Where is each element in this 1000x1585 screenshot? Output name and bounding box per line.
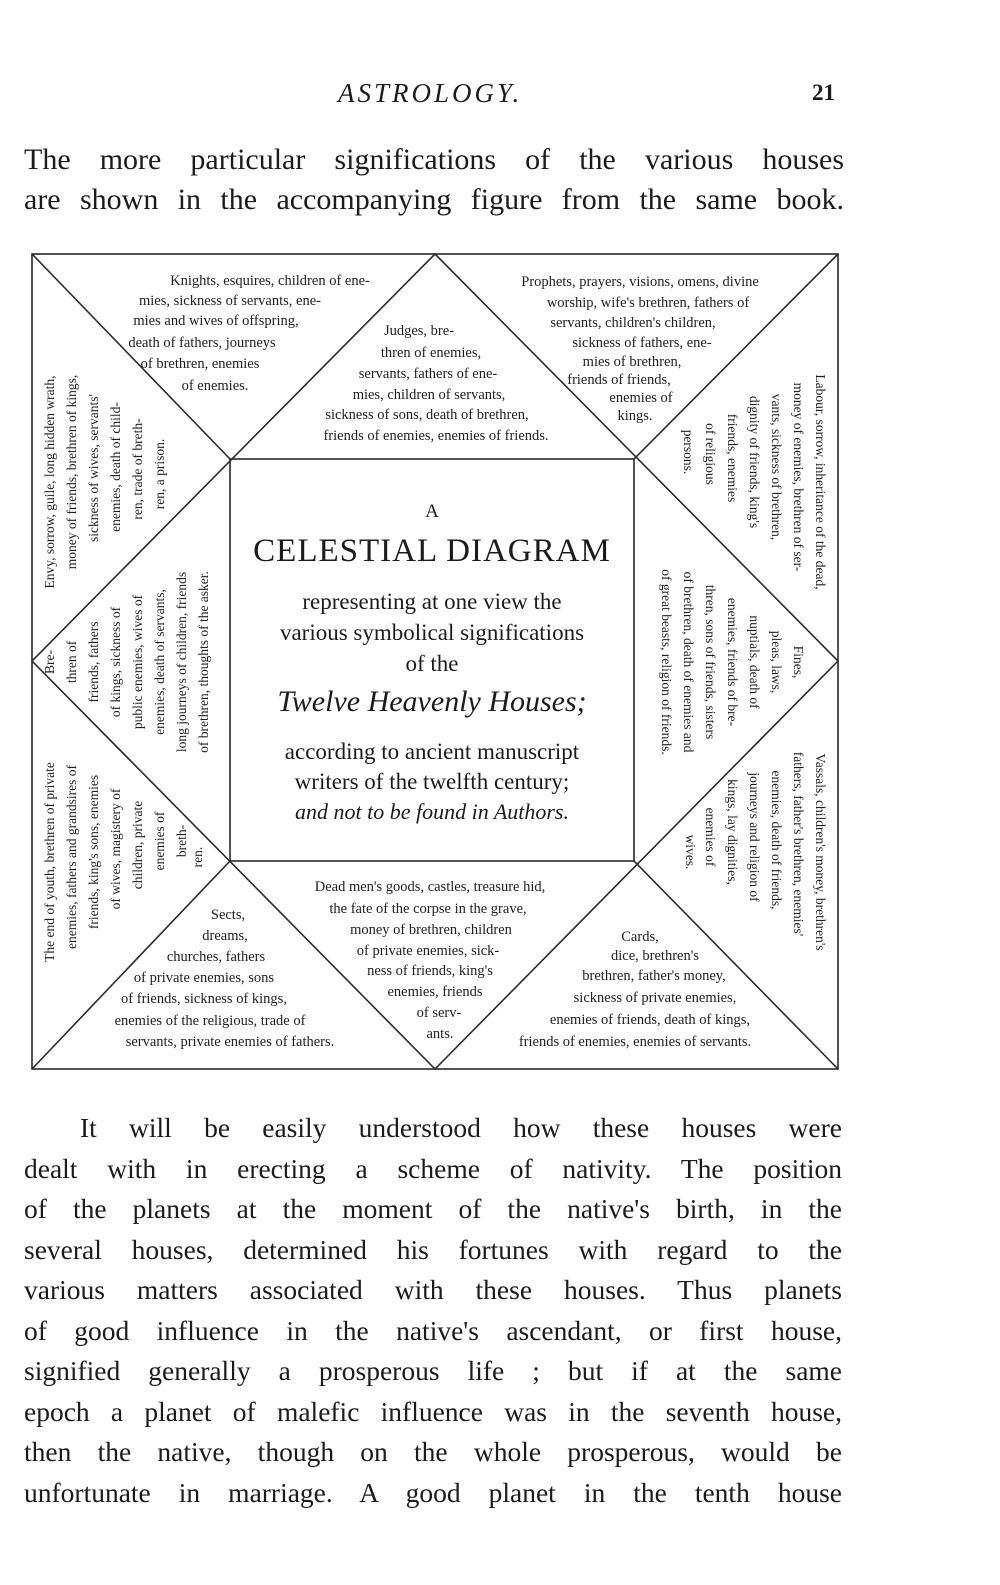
house-text-line: enemies of friends, death of kings,: [549, 1012, 751, 1028]
running-title: ASTROLOGY.: [338, 78, 523, 108]
center-line: writers of the twelfth century;: [294, 769, 570, 794]
house-text-line: dreams,: [202, 928, 248, 944]
house-text-line: Vassals, children's money, brethren's: [813, 753, 828, 951]
house-text-line: mies of brethren,: [582, 354, 682, 370]
house-text-line: enemies, fathers and grandsires of: [64, 764, 79, 950]
house-text-line: children, private: [130, 800, 145, 890]
house-top-right: [521, 274, 759, 424]
house-text-line: sickness of fathers, ene-: [572, 335, 712, 351]
house-text-line: persons.: [681, 429, 696, 475]
center-line: according to ancient manuscript: [284, 739, 580, 764]
house-left-middle: [42, 571, 211, 753]
house-text-line: long journeys of children, friends: [174, 571, 189, 753]
house-text-line: friends, fathers: [86, 621, 101, 703]
house-bottom-left: [115, 907, 335, 1050]
house-text-line: mies, children of servants,: [352, 387, 506, 403]
house-text-line: enemies, death of friends,: [769, 770, 784, 910]
center-article: A: [425, 501, 439, 522]
body-line: several houses, determined his fortunes with regard to the: [24, 1233, 842, 1265]
intro-paragraph: [24, 140, 844, 220]
house-text-line: thren of: [64, 640, 79, 684]
house-text-line: Prophets, prayers, visions, omens, divine: [521, 274, 759, 290]
house-text-line: mies, sickness of servants, ene-: [138, 293, 322, 309]
house-text-line: Envy, sorrow, guile, long hidden wrath,: [42, 375, 57, 589]
house-text-line: dice, brethren's: [611, 948, 699, 964]
house-text-line: sickness of sons, death of brethren,: [325, 407, 529, 423]
intro-line: The more particular significations of the various houses: [24, 143, 844, 176]
house-text-line: enemies, death of servants,: [152, 589, 167, 735]
intro-line: are shown in the accompanying figure from the same book.: [24, 183, 844, 216]
house-text-line: ren, trade of breth-: [130, 418, 145, 520]
house-text-line: friends of friends,: [567, 372, 671, 388]
house-text-line: worship, wife's brethren, fathers of: [546, 295, 750, 311]
house-text-line: kings, lay dignities,: [725, 779, 740, 885]
house-text-line: of wives, magistery of: [108, 788, 123, 910]
body-line: of good influence in the native's ascendant, or first house,: [24, 1314, 842, 1346]
house-text-line: of friends, sickness of kings,: [121, 991, 287, 1007]
house-text-line: enemies of the religious, trade of: [114, 1013, 306, 1029]
house-text-line: nuptials, death of: [747, 615, 762, 709]
center-line: various symbolical significations: [279, 620, 585, 645]
house-text-line: ness of friends, king's: [367, 963, 493, 979]
house-right-middle: [659, 569, 806, 755]
house-text-line: of religious: [703, 423, 718, 485]
diagram-center-title: [230, 459, 634, 861]
house-text-line: enemies of: [609, 390, 673, 406]
body-line: of the planets at the moment of the native's birth, in the: [24, 1193, 842, 1224]
house-text-line: public enemies, wives of: [130, 594, 145, 730]
center-houses-title: Twelve Heavenly Houses;: [277, 685, 587, 718]
house-text-line: death of fathers, journeys: [128, 335, 276, 351]
house-text-line: money of friends, brethren of kings,: [64, 374, 79, 570]
house-text-line: of private enemies, sick-: [356, 943, 500, 959]
house-text-line: Cards,: [621, 929, 659, 945]
center-authors: and not to be found in Authors.: [295, 799, 569, 824]
center-title: CELESTIAL DIAGRAM: [253, 533, 611, 569]
house-text-line: of enemies.: [181, 378, 249, 394]
house-text-line: of serv-: [416, 1005, 462, 1021]
house-text-line: money of brethren, children: [350, 922, 512, 938]
body-line: dealt with in erecting a scheme of nativity. The position: [24, 1152, 842, 1184]
house-text-line: of brethren, enemies: [140, 356, 260, 372]
house-text-line: Fines,: [791, 645, 806, 679]
house-top-middle: [323, 323, 548, 444]
house-text-line: brethren, father's money,: [582, 968, 726, 984]
house-text-line: ants.: [426, 1026, 454, 1042]
house-text-line: of brethren, death of enemies and: [681, 571, 696, 753]
house-text-line: churches, fathers: [166, 949, 266, 965]
house-text-line: Bre-: [42, 650, 57, 674]
house-text-line: of brethren, thoughts of the asker.: [196, 571, 211, 753]
body-line: It will be easily understood how these houses were: [80, 1112, 842, 1143]
house-text-line: servants, fathers of ene-: [358, 366, 498, 382]
house-text-line: The end of youth, brethren of private: [42, 762, 57, 962]
house-text-line: Judges, bre-: [383, 323, 455, 339]
house-text-line: enemies, death of child-: [108, 402, 123, 532]
house-text-line: enemies of: [152, 811, 167, 871]
house-bottom-middle: [315, 879, 546, 1042]
house-text-line: kings.: [617, 408, 653, 424]
house-text-line: ren, a prison.: [152, 438, 167, 510]
body-paragraph: [24, 1108, 842, 1513]
house-text-line: journeys and religion of: [747, 772, 762, 902]
center-line: of the: [405, 651, 459, 676]
house-text-line: fathers, father's brethren, enemies': [791, 751, 806, 937]
house-text-line: Labour, sorrow, inheritance of the dead,: [813, 374, 828, 590]
house-text-line: the fate of the corpse in the grave,: [329, 901, 527, 917]
running-head: [0, 78, 1000, 118]
house-text-line: thren of enemies,: [380, 345, 482, 361]
house-text-line: thren, sons of friends, sisters: [703, 584, 718, 740]
house-text-line: Knights, esquires, children of ene-: [170, 273, 370, 289]
house-text-line: of kings, sickness of: [108, 606, 123, 718]
house-right-lower: [683, 752, 828, 951]
body-line: signified generally a prosperous life ; but if at the same: [24, 1355, 842, 1386]
house-text-line: enemies of: [703, 807, 718, 867]
house-top-left: [128, 273, 370, 394]
house-text-line: servants, private enemies of fathers.: [125, 1034, 335, 1050]
page-number: 21: [812, 80, 835, 105]
house-text-line: dignity of friends, king's: [747, 395, 762, 529]
house-left-upper: [42, 375, 167, 589]
house-text-line: wives.: [683, 834, 698, 870]
house-text-line: friends, enemies: [725, 413, 740, 503]
house-text-line: Sects,: [210, 907, 246, 923]
house-text-line: breth-: [174, 824, 189, 858]
house-text-line: sickness of private enemies,: [573, 990, 737, 1006]
house-text-line: ren.: [190, 846, 205, 868]
house-text-line: of great beasts, religion of friends.: [659, 569, 674, 755]
body-line: then the native, though on the whole prosperous, would be: [24, 1436, 842, 1467]
house-left-lower: [42, 762, 205, 962]
house-text-line: Dead men's goods, castles, treasure hid,: [314, 879, 546, 895]
house-text-line: friends of enemies, enemies of servants.: [518, 1034, 752, 1050]
house-right-upper: [681, 374, 828, 589]
body-line: unfortunate in marriage. A good planet in the tenth house: [24, 1476, 842, 1508]
house-text-line: friends, king's sons, enemies: [86, 774, 101, 930]
body-line: various matters associated with these houses. Thus planets: [24, 1274, 842, 1305]
center-line: representing at one view the: [302, 589, 562, 614]
house-text-line: pleas, laws,: [769, 630, 784, 694]
house-text-line: money of enemies, brethren of ser-: [791, 382, 806, 572]
house-text-line: of private enemies, sons: [133, 970, 275, 986]
house-text-line: mies and wives of offspring,: [133, 313, 299, 329]
house-text-line: friends of enemies, enemies of friends.: [323, 428, 549, 444]
house-bottom-right: [519, 929, 751, 1050]
house-text-line: enemies, friends of bre-: [725, 597, 740, 727]
house-text-line: vants, sickness of brethren,: [769, 393, 784, 541]
house-text-line: sickness of wives, servants': [86, 394, 101, 542]
house-text-line: servants, children's children,: [550, 315, 716, 331]
house-text-line: enemies, friends: [387, 984, 483, 1000]
body-line: epoch a planet of malefic influence was in the seventh house,: [24, 1395, 842, 1427]
